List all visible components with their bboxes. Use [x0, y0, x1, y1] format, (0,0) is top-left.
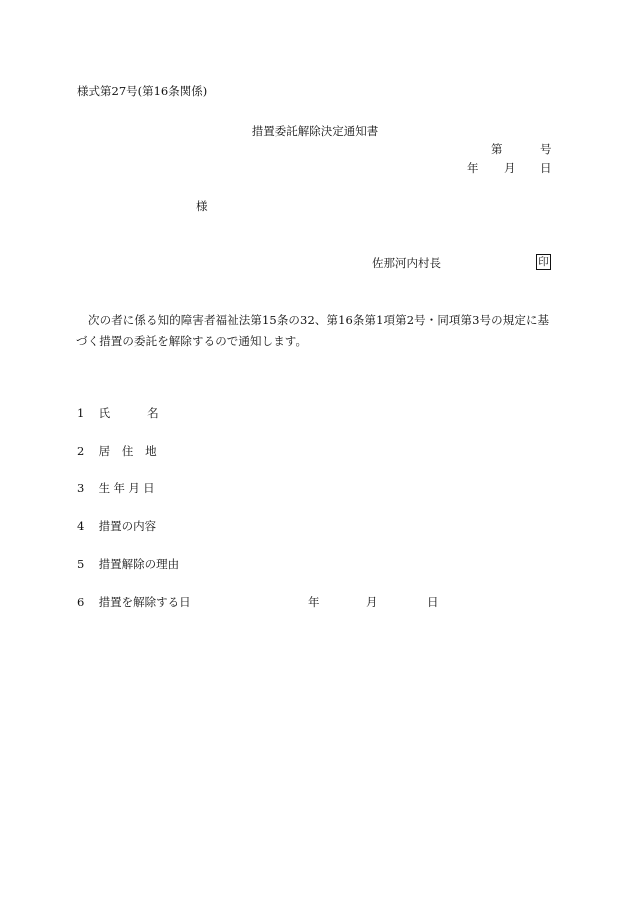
- item-label-char: 月: [128, 481, 140, 495]
- item-number: 3: [77, 481, 85, 495]
- item-number: 2: [77, 444, 85, 458]
- item-label: [99, 481, 155, 495]
- item-number: 6: [77, 595, 85, 609]
- document-title: 措置委託解除決定通知書: [251, 124, 379, 138]
- item-label-char: 年: [113, 481, 125, 495]
- item-label-char: 地: [145, 444, 157, 458]
- item-number: 5: [77, 557, 85, 571]
- item-measure-content: [77, 519, 156, 533]
- item-label-char: 居: [98, 444, 111, 458]
- item-label: 措置解除の理由: [98, 557, 180, 571]
- item-birthdate: [77, 481, 155, 495]
- item-address: [77, 444, 157, 458]
- item-label-char: 氏: [98, 406, 111, 420]
- item-cancellation-date: [77, 595, 191, 609]
- item-label-char: 住: [121, 444, 134, 458]
- cancellation-date-day: 日: [427, 595, 439, 609]
- item-label: 措置の内容: [98, 519, 157, 533]
- addressee-honorific: 様: [196, 199, 208, 213]
- sender-title: 佐那河内村長: [372, 256, 441, 270]
- document-number-suffix: 号: [540, 142, 552, 156]
- issue-date-month: 月: [504, 161, 516, 175]
- item-label-char: 生: [98, 481, 111, 495]
- issue-date-day: 日: [540, 161, 552, 175]
- form-number: 様式第27号(第16条関係): [77, 84, 208, 98]
- issue-date-year: 年: [467, 161, 479, 175]
- notice-body: 次の者に係る知的障害者福祉法第15条の32、第16条第1項第2号・同項第3号の規定に基づく措置の委託を解除するので通知します。: [76, 313, 550, 348]
- item-label-char: 名: [147, 406, 159, 420]
- item-label: 措置を解除する日: [98, 595, 191, 609]
- cancellation-date-month: 月: [366, 595, 378, 609]
- seal-mark: 印: [536, 254, 551, 270]
- document-number-prefix: 第: [491, 142, 503, 156]
- item-cancellation-reason: [77, 557, 179, 571]
- item-label-char: 日: [143, 481, 155, 495]
- item-label: [99, 444, 157, 458]
- item-number: 4: [77, 519, 85, 533]
- item-label: [99, 406, 159, 420]
- item-name: [77, 406, 159, 420]
- cancellation-date-year: 年: [308, 595, 320, 609]
- item-number: 1: [77, 406, 85, 420]
